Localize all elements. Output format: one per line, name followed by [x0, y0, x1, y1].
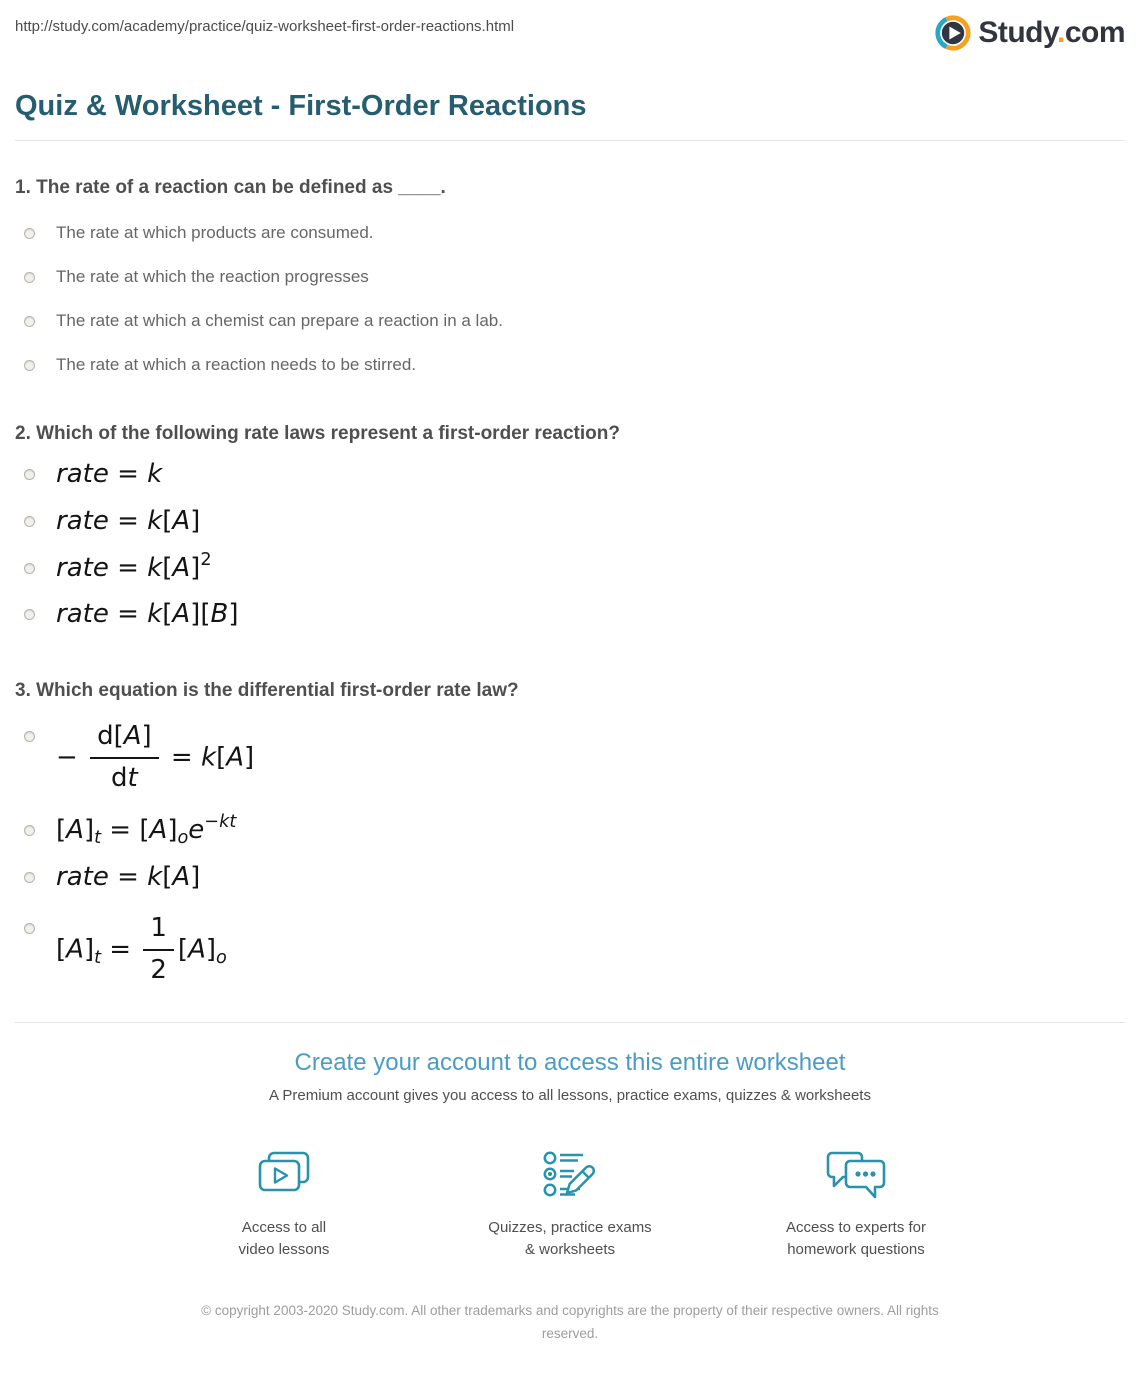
feature-label: Quizzes, practice exams & worksheets [488, 1218, 652, 1258]
feature-label: Access to experts for homework questions [785, 1218, 927, 1258]
logo-wordmark: Study.com [978, 16, 1125, 49]
option-label: The rate at which a chemist can prepare a reaction in a lab. [56, 311, 503, 330]
page-title: Quiz & Worksheet - First-Order Reactions [15, 90, 587, 122]
radio-button[interactable] [24, 825, 35, 836]
radio-button[interactable] [24, 563, 35, 574]
quiz-worksheet-icon [539, 1146, 601, 1204]
q1-option-4[interactable] [15, 355, 1125, 375]
option-label: The rate at which products are consumed. [56, 223, 374, 242]
radio-button[interactable] [24, 228, 35, 239]
q2-option-1[interactable] [15, 458, 1125, 492]
feature-label: Access to all video lessons [238, 1218, 330, 1258]
radio-button[interactable] [24, 872, 35, 883]
radio-button[interactable] [24, 516, 35, 527]
radio-button[interactable] [24, 609, 35, 620]
q1-option-3[interactable] [15, 311, 1125, 331]
feature-quizzes [459, 1146, 681, 1261]
q3-option-3[interactable] [15, 861, 1125, 895]
q1-option-1[interactable] [15, 223, 1125, 243]
q3-option-4[interactable] [15, 912, 1125, 988]
studycom-logo[interactable] [934, 14, 1125, 52]
radio-button[interactable] [24, 360, 35, 371]
radio-button[interactable] [24, 316, 35, 327]
q2-option-2[interactable] [15, 505, 1125, 539]
q2-option-4[interactable] [15, 598, 1125, 632]
question-3-heading: 3. Which equation is the differential first-order rate law? [15, 680, 519, 702]
chat-experts-icon [823, 1146, 889, 1204]
radio-button[interactable] [24, 731, 35, 742]
option-formula: $[A]t = [A]oe^{-kt}$ [56, 811, 237, 848]
title-divider [15, 140, 1125, 141]
option-formula: rate = k [56, 459, 163, 489]
radio-button[interactable] [24, 272, 35, 283]
radio-button[interactable] [24, 923, 35, 934]
option-formula: rate = $k[A]^2$ [56, 549, 212, 583]
question-1-heading: 1. The rate of a reaction can be defined as ____. [15, 177, 446, 198]
option-formula: − $\frac{d[A]}{dt}$ = k[A] [56, 721, 255, 793]
feature-video-lessons [173, 1146, 395, 1261]
option-label: The rate at which a reaction needs to be stirred. [56, 355, 417, 374]
option-label: The rate at which the reaction progresses [56, 267, 369, 286]
play-circle-icon [934, 14, 972, 52]
radio-button[interactable] [24, 469, 35, 480]
cta-subheading: A Premium account gives you access to all lessons, practice exams, quizzes & worksheets [269, 1086, 871, 1104]
option-formula: rate = k[A][B] [56, 599, 239, 630]
cta-divider [15, 1022, 1125, 1023]
q2-option-3[interactable] [15, 549, 1125, 586]
q1-option-2[interactable] [15, 267, 1125, 287]
question-2-heading: 2. Which of the following rate laws represent a first-order reaction? [15, 423, 620, 444]
option-formula: rate = k[A] [56, 861, 201, 892]
option-formula: [A]t = $\frac{1}{2}$ [A]o [56, 913, 227, 986]
copyright-notice: © copyright 2003-2020 Study.com. All other trademarks and copyrights are the property of their respective owners. All rights reserved. [201, 1303, 939, 1342]
option-formula: rate = k[A] [56, 505, 201, 536]
cta-heading: Create your account to access this entire worksheet [294, 1048, 846, 1076]
page-header [15, 10, 1125, 52]
features-row [15, 1146, 1125, 1261]
q3-option-1[interactable] [15, 720, 1125, 796]
feature-experts [745, 1146, 967, 1261]
video-lessons-icon [253, 1146, 315, 1204]
page-url: http://study.com/academy/practice/quiz-worksheet-first-order-reactions.html [15, 18, 515, 35]
q3-option-2[interactable] [15, 811, 1125, 848]
